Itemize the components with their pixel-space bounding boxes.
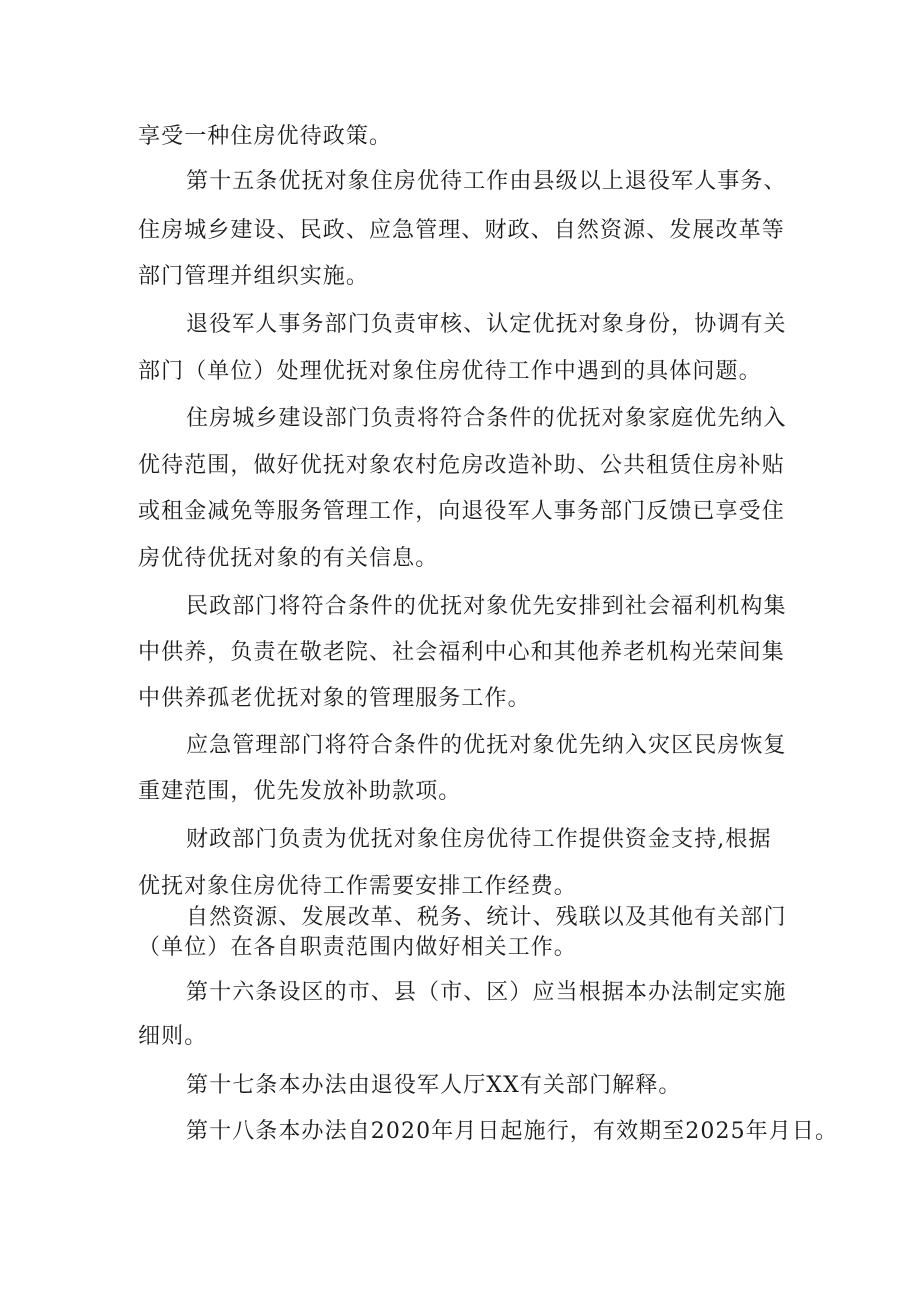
text-line-11: 民政部门将符合条件的优抚对象优先安排到社会福利机构集 bbox=[186, 594, 787, 619]
text-line-1: 享受一种住房优待政策。 bbox=[138, 124, 393, 149]
text-line-21: 细则。 bbox=[138, 1024, 208, 1049]
text-line-18: 自然资源、发展改革、税务、统计、残联以及其他有关部门 bbox=[186, 905, 787, 930]
text-line-10: 房优待优抚对象的有关信息。 bbox=[138, 546, 439, 571]
text-line-19: （单位）在各自职责范围内做好相关工作。 bbox=[138, 935, 577, 960]
text-line-17: 优抚对象住房优待工作需要安排工作经费。 bbox=[138, 874, 577, 899]
text-line-9: 或租金减免等服务管理工作，向退役军人事务部门反馈已享受住 bbox=[138, 499, 785, 524]
text-line-23: 第十八条本办法自2020年月日起施行，有效期至2025年月日。 bbox=[186, 1119, 839, 1144]
text-line-15: 重建范围，优先发放补助款项。 bbox=[138, 779, 462, 804]
text-line-12: 中供养，负责在敬老院、社会福利中心和其他养老机构光荣间集 bbox=[138, 640, 785, 665]
text-line-6: 部门（单位）处理优抚对象住房优待工作中遇到的具体问题。 bbox=[138, 359, 762, 384]
text-line-22: 第十七条本办法由退役军人厅XX有关部门解释。 bbox=[186, 1073, 682, 1098]
text-line-4: 部门管理并组织实施。 bbox=[138, 264, 370, 289]
text-line-5: 退役军人事务部门负责审核、认定优抚对象身份，协调有关 bbox=[186, 312, 787, 337]
text-line-2: 第十五条优抚对象住房优待工作由县级以上退役军人事务、 bbox=[186, 169, 787, 194]
text-line-16: 财政部门负责为优抚对象住房优待工作提供资金支持,根据 bbox=[186, 827, 772, 852]
text-line-3: 住房城乡建设、民政、应急管理、财政、自然资源、发展改革等 bbox=[138, 218, 785, 243]
text-line-13: 中供养孤老优抚对象的管理服务工作。 bbox=[138, 686, 531, 711]
text-line-7: 住房城乡建设部门负责将符合条件的优抚对象家庭优先纳入 bbox=[186, 406, 787, 431]
text-line-14: 应急管理部门将符合条件的优抚对象优先纳入灾区民房恢复 bbox=[186, 733, 787, 758]
text-line-20: 第十六条设区的市、县（市、区）应当根据本办法制定实施 bbox=[186, 980, 787, 1005]
text-line-8: 优待范围，做好优抚对象农村危房改造补助、公共租赁住房补贴 bbox=[138, 453, 785, 478]
